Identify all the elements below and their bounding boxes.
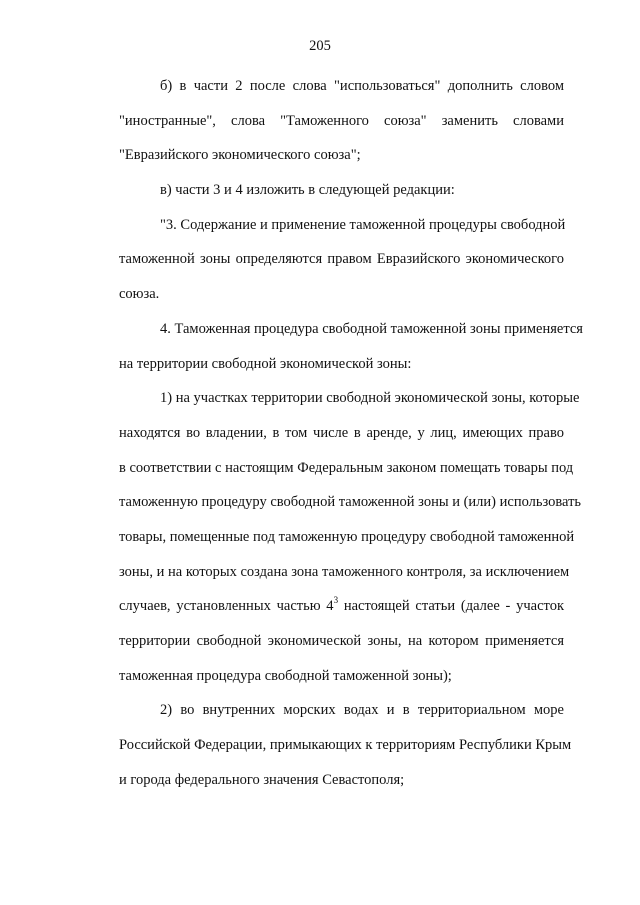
text-line: таможенной зоны определяются правом Евразийского экономического [119,251,564,268]
text-line: "3. Содержание и применение таможенной процедуры свободной [160,216,566,233]
paragraph-2 [78,693,572,797]
superscript: 3 [333,595,339,606]
text-line: таможенная процедура свободной таможенной зоны); [119,667,452,684]
text-line: 1) на участках территории свободной экономической зоны, которые [160,390,580,407]
text-line: "Евразийского экономического союза"; [119,147,361,164]
text-line: на территории свободной экономической зоны: [119,355,412,372]
text-segment: случаев, установленных частью 4 [119,598,334,615]
text-line: находятся во владении, в том числе в аренде, у лиц, имеющих право [119,424,564,441]
text-line: б) в части 2 после слова "использоваться" дополнить словом [160,78,564,94]
text-line: союза. [119,286,160,303]
text-line: зоны, и на которых создана зона таможенного контроля, за исключением [119,563,570,580]
text-line: в соответствии с настоящим Федеральным законом помещать товары под [119,459,574,476]
text-segment: настоящей статьи (далее - участок [338,598,564,615]
page-number: 205 [309,38,331,54]
text-line: таможенную процедуру свободной таможенной зоны и (или) использовать [119,494,582,511]
paragraph-1 [78,381,582,693]
text-line: Российской Федерации, примыкающих к территориям Республики Крым [119,737,572,754]
paragraph-v [78,173,564,208]
text-line: "иностранные", слова "Таможенного союза" заменить словами [119,112,564,129]
paragraph-b [78,69,564,173]
paragraph-4 [78,312,583,381]
text-line: территории свободной экономической зоны, на котором применяется [119,633,564,649]
text-line: 4. Таможенная процедура свободной таможенной зоны применяется [160,320,583,337]
text-line: в) части 3 и 4 изложить в следующей редакции: [160,182,455,199]
text-line: и города федерального значения Севастополя; [119,771,405,788]
paragraph-3 [78,208,564,312]
text-line: 2) во внутренних морских водах и в территориальном море [160,702,564,719]
text-line: товары, помещенные под таможенную процедуру свободной таможенной [119,528,575,545]
text-line-with-superscript [78,589,564,624]
document-body [78,69,583,797]
